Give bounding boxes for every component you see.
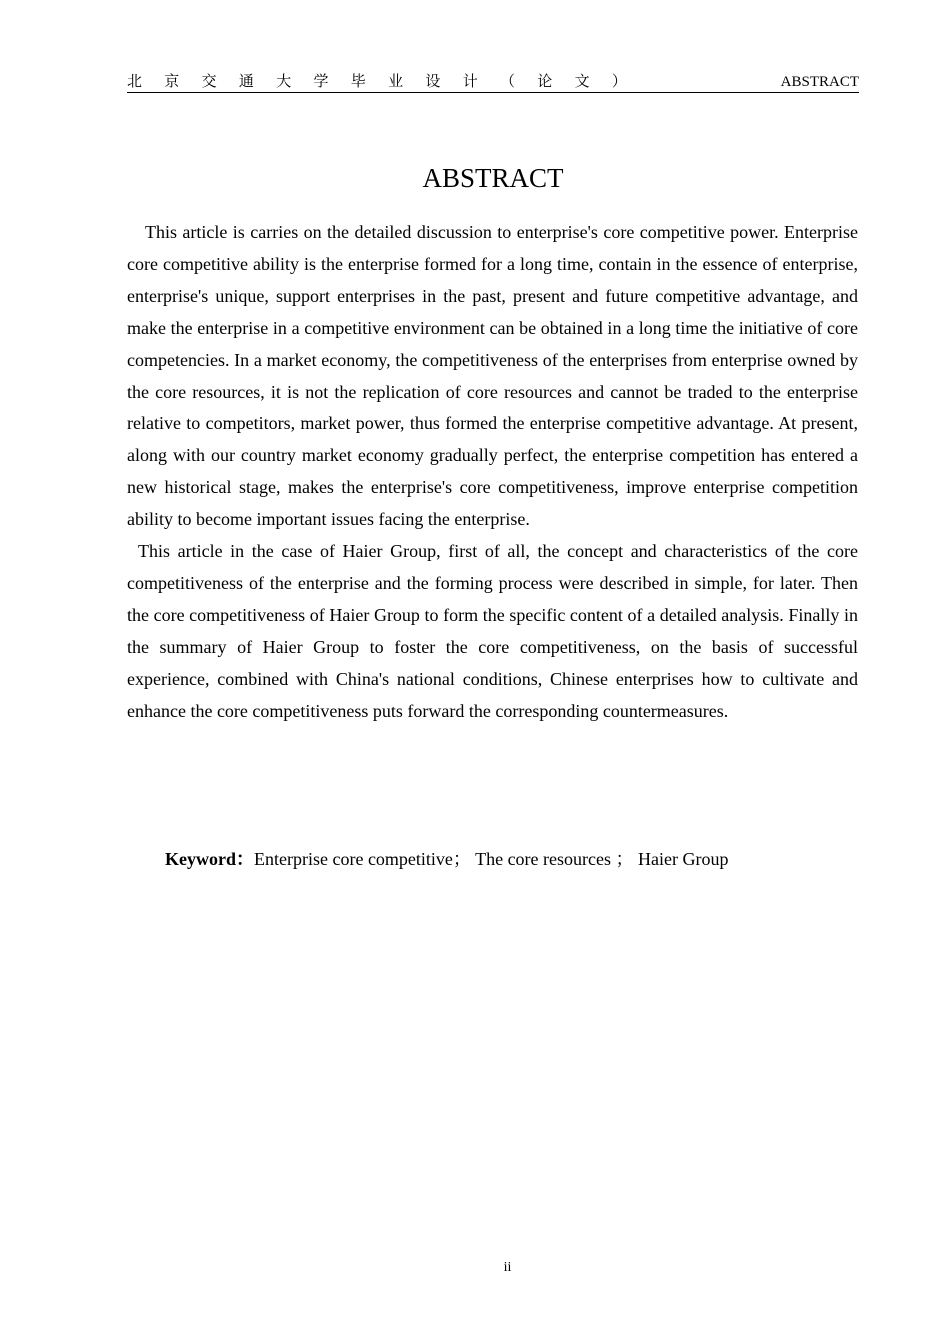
page-number: ii — [503, 1260, 512, 1275]
page-title: ABSTRACT — [422, 163, 564, 193]
abstract-body — [127, 217, 858, 728]
keywords-label: Keyword： — [165, 849, 254, 869]
abstract-paragraph-1: This article is carries on the detailed discussion to enterprise's core competitive power. Enterprise core competitive ability is the enterprise formed for a long time, contain in the essence of enterprise, enterprise's unique, support enterprises in the past, present and future competitive advantage, and make the enterprise in a competitive environment can be obtained in a long time the initiative of core competencies. In a market economy, the competitiveness of the enterprises from enterprise owned by the core resources, it is not the replication of core resources and cannot be traded to the enterprise relative to competitors, market power, thus formed the enterprise competitive advantage. At present, along with our country market economy gradually perfect, the enterprise competition has entered a new historical stage, makes the enterprise's core competitiveness, improve enterprise competition ability to become important issues facing the enterprise. — [127, 222, 858, 530]
keywords-list: Enterprise core competitive； The core resources ； Haier Group — [254, 849, 729, 869]
header-section-name: ABSTRACT — [780, 74, 859, 90]
keywords-line — [165, 845, 728, 873]
abstract-paragraph-2: This article in the case of Haier Group, first of all, the concept and characteristics of the core competitiveness of the enterprise and the forming process were described in simple, for later. Then the core competitiveness of Haier Group to form the specific content of a detailed analysis. Finally in the summary of Haier Group to foster the core competitiveness, on the basis of successful experience, combined with China's national conditions, Chinese enterprises how to cultivate and enhance the core competitiveness puts forward the corresponding countermeasures. — [127, 541, 858, 721]
header-university-title: 北京交通大学毕业设计（论文） — [127, 74, 650, 90]
page-header — [127, 72, 859, 93]
